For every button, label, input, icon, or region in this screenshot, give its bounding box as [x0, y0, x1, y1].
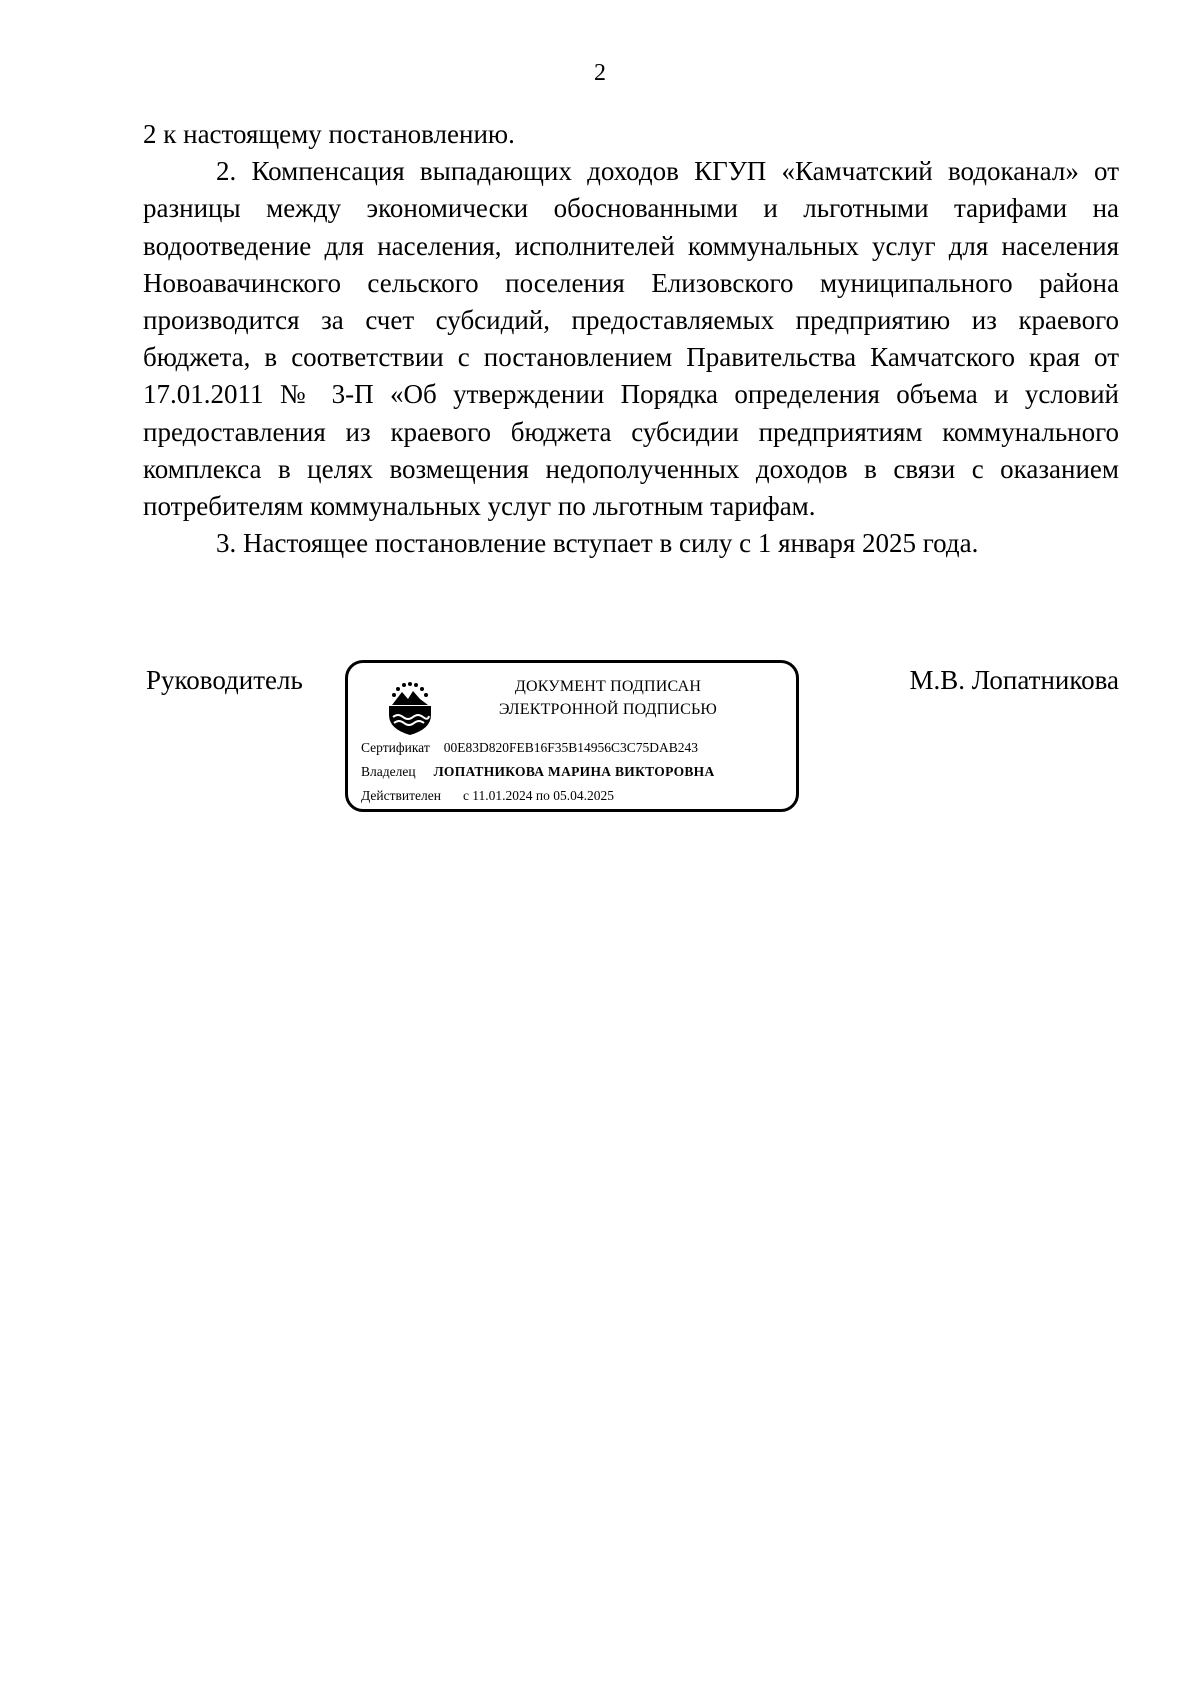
- body-line: разницы между экономически обоснованными и льготными тарифами на: [143, 193, 1119, 224]
- body-line: 2 к настоящему постановлению.: [143, 119, 515, 149]
- validity-label: Действителен: [361, 788, 441, 803]
- stamp-certificate-row: [361, 739, 698, 757]
- body-line: 3. Настоящее постановление вступает в силу с 1 января 2025 года.: [216, 528, 979, 559]
- body-line: потребителям коммунальных услуг по льготным тарифам.: [143, 490, 816, 521]
- stamp-validity-row: [361, 787, 614, 805]
- stamp-heading-line: ДОКУМЕНТ ПОДПИСАН: [514, 678, 702, 695]
- body-line: 17.01.2011 № 3-П «Об утверждении Порядка определения объема и условий: [143, 379, 1119, 410]
- owner-value: ЛОПАТНИКОВА МАРИНА ВИКТОРОВНА: [433, 764, 715, 779]
- stamp-owner-row: [361, 763, 715, 781]
- body-line: предоставления из краевого бюджета субсидии предприятиям коммунального: [143, 416, 1119, 447]
- body-line: бюджета, в соответствии с постановлением Правительства Камчатского края от: [143, 342, 1119, 373]
- page-number: 2: [594, 60, 606, 86]
- signatory-position: Руководитель: [146, 665, 303, 695]
- certificate-label: Сертификат: [361, 740, 430, 755]
- body-line: комплекса в целях возмещения недополученных доходов в связи с оказанием: [143, 453, 1119, 484]
- body-line: 2. Компенсация выпадающих доходов КГУП «Камчатский водоканал» от: [216, 156, 1119, 187]
- stamp-heading-line: ЭЛЕКТРОННОЙ ПОДПИСЬЮ: [498, 701, 718, 718]
- stamp-heading: [448, 675, 768, 721]
- body-line: Новоавачинского сельского поселения Елизовского муниципального района: [143, 267, 1119, 298]
- validity-value: с 11.01.2024 по 05.04.2025: [462, 788, 615, 803]
- signatory-name: М.В. Лопатникова: [909, 665, 1119, 695]
- certificate-value: 00E83D820FEB16F35B14956C3C75DAB243: [443, 740, 699, 755]
- owner-label: Владелец: [361, 764, 416, 779]
- electronic-signature-stamp: [345, 660, 799, 812]
- document-body: [143, 116, 1119, 562]
- body-line: водоотведение для населения, исполнителей коммунальных услуг для населения: [143, 230, 1119, 261]
- body-line: производится за счет субсидий, предоставляемых предприятию из краевого: [143, 304, 1119, 335]
- kamchatka-coat-of-arms-icon: [384, 679, 436, 737]
